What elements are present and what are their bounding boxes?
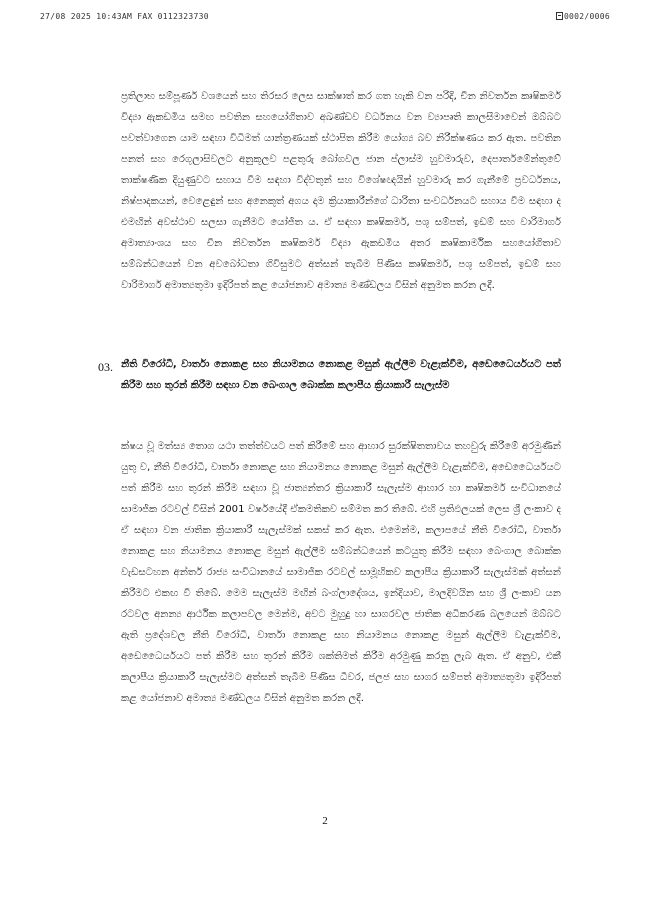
page-icon: [556, 12, 563, 20]
fax-header: [40, 12, 610, 26]
fax-header-right: [556, 12, 610, 21]
fax-page-count: 0002/0006: [563, 12, 610, 21]
fax-header-left: 27/08 2025 10:43AM FAX 0112323730: [40, 12, 209, 21]
paragraph-2: ක්ෂය වූ මත්ස්‍ය තොග යථා තත්ත්වයට පත් කිරීමේ සහ ආහාර සුරක්ෂිතතාවය තහවුරු කිරීමේ අරමුණින් යුතු ව, නීති විරෝධී, වාර්තා නොකළ සහ නියාමනය නොකළ මසුන් ඇල්ලීම වැළැක්වීම, අඩෙධෛර්යයට පත් කිරීම සහ තුරන් කිරීම සඳහා වූ ජාත්‍යන්තර ක්‍රියාකාරී සැලැස්ම ආහාර හා කෘෂිකර්ම සංවිධානයේ සාමාජික රටවල් විසින් 2001 වර්ෂයේදී ඒකමතිකව සම්මත කර තිබේ. එහි ප්‍රතිඵලයක් ලෙස ශ්‍රී ලංකාව ද ඒ සඳහා වන ජාතික ක්‍රියාකාරී සැලැස්මක් සකස් කර ඇත. එමෙන්ම, කලාපයේ නීති විරෝධී, වාර්තා නොකළ සහ නියාමනය නොකළ මසුන් ඇල්ලීම සම්බන්ධයෙන් කටයුතු කිරීම සඳහා බෙංගාල බොක්ක වැඩසටහන අන්තර් රාජ්‍ය සංවිධානයේ සාමාජික රටවල් සාමූහිකව කලාපීය ක්‍රියාකාරී සැලැස්මක් අත්සන් කිරීමට එකඟ වී තිබේ. මෙම සැලැස්ම මඟින් බංග්ලාදේශය, ඉන්දියාව, මාලදිවයින සහ ශ්‍රී ලංකාව යන රටවල අනන්‍ය ආර්ථික කලාපවල මෙන්ම, අවට මුහුදු හා සාගරවල ජාතික අධිකරණ බලයෙන් ඔබ්බට ඇති ප්‍රදේශවල නීති විරෝධී, වාර්තා නොකළ සහ නියාමනය නොකළ මසුන් ඇල්ලීම වැළැක්වීම, අඩෙධෛර්යයට පත් කිරීම සහ තුරන් කිරීම ශක්තිමත් කිරීම අරමුණු කරනු ලැබ ඇත. ඒ අනුව, එකී කලාපීය ක්‍රියාකාරී සැලැස්මට අත්සන් තැබීම පිණිස ධීවර, ජලජ සහ සාගර සම්පත් අමාත්‍යතුමා ඉදිරිපත් කළ යෝජනාව අමාත්‍ය මණ්ඩලය විසින් අනුමත කරන ලදී.: [121, 441, 561, 704]
paragraph-1: ප්‍රතිලාභ සම්පූර්ණ වශයෙන් සහ තිරසර ලෙස සාක්ෂාත් කර ගත හැකි වන පරිදි, චීන නිවර්තන කෘෂිකර්ම විද්‍යා ඇකඩමිය සමඟ පවතින සහයෝගිතාව අඛණ්ඩව වර්ධනය වන ව්‍යාපෘති කාලසීමාවෙන් ඔබ්බට පවත්වාගෙන යාම සඳහා විධිමත් යාන්ත්‍රණයක් ස්ථාපිත කිරීම යෝග්‍ය බව නිරීක්ෂණය කර ඇත. පවතින පනත් සහ රෙගුලාසිවලට අනුකූලව පළතුරු බෝගවල ජාන ප්ලාස්ම හුවමාරුව, දෙපාර්තමේන්තුවේ තාක්ෂණික දියුණුවට සහාය වීම සඳහා විද්වතුන් සහ විශේෂඥයින් හුවමාරු කර ගැනීමේ ප්‍රවර්ධනය, නිෂ්පාදකයන්, වෙළෙඳුන් සහ අනෙකුත් අගය දාම ක්‍රියාකාරීන්ගේ ධාරිතා සංවර්ධනයට සහාය වීම සඳහා ද එමඟින් අවස්ථාව සලසා ගැනීමට යෝජිත ය. ඒ සඳහා කෘෂිකර්ම, පශු සම්පත්, ඉඩම් සහ වාරිමාර්ග අමාත්‍යාංශය සහ චීන නිවර්තන කෘෂිකර්ම විද්‍යා ඇකඩමිය අතර කෘෂිකාර්මික සහයෝගිතාව සම්බන්ධයෙන් වන අවබෝධතා ගිවිසුමට අත්සන් තැබීම පිණිස කෘෂිකර්ම, පශු සම්පත්, ඉඩම් සහ වාරිමාර්ග අමාත්‍යතුමා ඉදිරිපත් කළ යෝජනාව අමාත්‍ය මණ්ඩලය විසින් අනුමත කරන ලදී.: [121, 91, 561, 291]
page-number: 2: [322, 815, 328, 827]
section-title: නීති විරෝධී, වාර්තා නොකළ සහ නියාමනය නොකළ මසුන් ඇල්ලීම වැළැක්වීම, අඩෙධෛර්යයට පත් කිරීම සහ තුරන් කිරීම සඳහා වන බෙංගාල බොක්ක කලාපීය ක්‍රියාකාරී සැලැස්ම: [121, 359, 561, 391]
section-number: 03.: [98, 360, 113, 374]
